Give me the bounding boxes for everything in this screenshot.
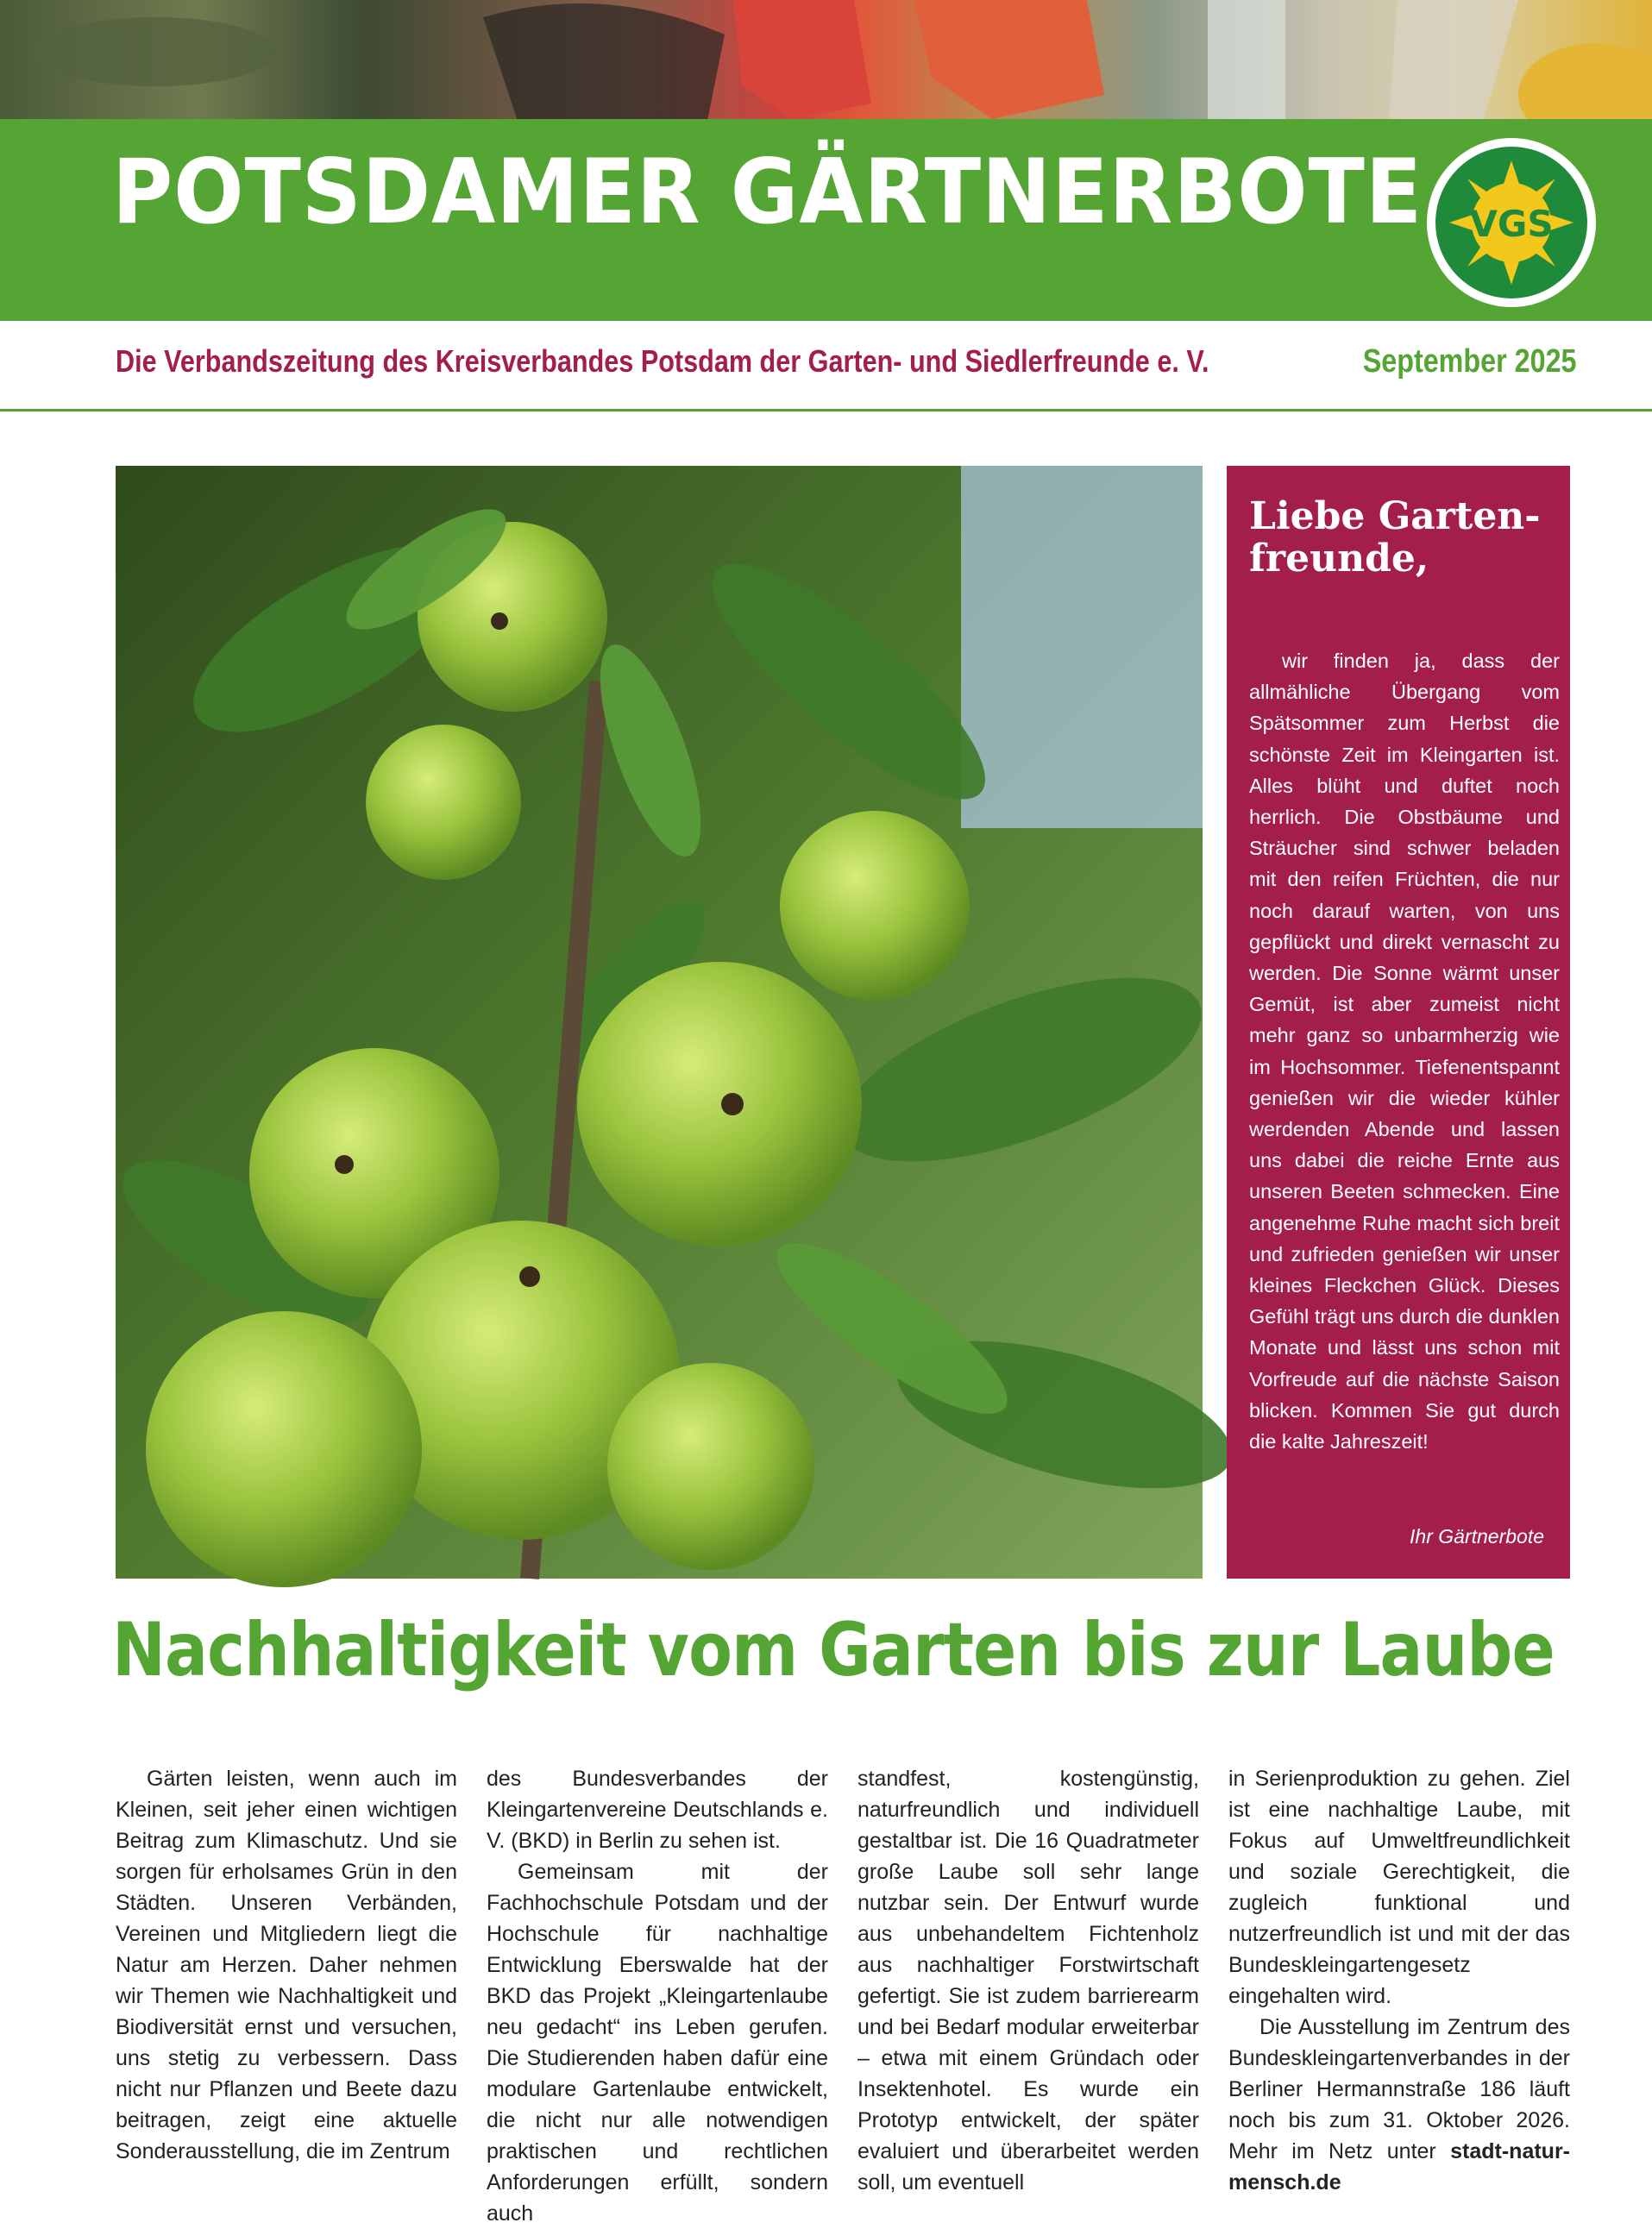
vgs-logo (1427, 138, 1596, 307)
editorial-body: wir finden ja, dass der allmähliche Übergang vom Spätsommer zum Herbst die schönste Zeit im Kleingarten ist. Alles blüht und duftet noch herrlich. Die Obstbäume und Sträucher sind schwer beladen mit den reifen Früchten, die nur noch darauf warten, von uns gepflückt und direkt vernascht zu werden. Die Sonne wärmt unser Gemüt, ist aber zumeist nicht mehr ganz so unbarmherzig wie im Hochsommer. Tiefenentspannt genießen wir die wieder kühler werdenden Abende und lassen uns dabei die reiche Ernte aus unseren Beeten schmecken. Eine angenehme Ruhe macht sich breit und zufrieden genießen wir unser kleines Fleckchen Glück. Dieses Gefühl trägt uns durch die dunklen Monate und lässt uns schon mit Vorfreude auf die nächste Saison blicken. Kommen Sie gut durch die kalte Jahreszeit! (1249, 650, 1560, 1454)
article-column-4 (1228, 1763, 1570, 2198)
masthead-subtitle: Die Verbandszeitung des Kreisverbandes Potsdam der Garten- und Siedlerfreunde e. V. (116, 343, 1209, 379)
hero-photo-apples (116, 466, 1203, 1579)
article-paragraph: Gärten leisten, wenn auch im Kleinen, seit jeher einen wichtigen Beitrag zum Klimaschutz. Und sie sorgen für erholsames Grün in den Städten. Unseren Verbänden, Vereinen und Mitgliedern liegt die Natur am Herzen. Daher nehmen wir Themen wie Nachhaltigkeit und Biodiversität ernst und versuchen, uns stetig zu verbessern. Dass nicht nur Pflanzen und Beete dazu beitragen, zeigt eine aktuelle Sonderausstellung, die im Zentrum (116, 1767, 457, 2163)
article-text: Die Ausstellung im Zentrum des Bundeskleingartenverbandes in der Berliner Hermannstraße 186 läuft noch bis zum 31. Oktober 2026. Mehr im Netz unter (1228, 2015, 1570, 2163)
editorial-box (1227, 466, 1570, 1579)
divider-rule (0, 409, 1652, 411)
issue-date: September 2025 (1362, 343, 1576, 380)
article-paragraph (1228, 2012, 1570, 2198)
article-paragraph: standfest, kostengünstig, naturfreundlich und individuell gestaltbar ist. Die 16 Quadratmeter große Laube soll sehr lange nutzbar sein. Der Entwurf wurde aus unbehandeltem Fichtenholz aus nachhaltiger Forstwirtschaft gefertigt. Sie ist zudem barrierearm und bei Bedarf modular erweiterbar – etwa mit einem Gründach oder Insektenhotel. Es wurde ein Prototyp entwickelt, der später evaluiert und überarbeitet werden soll, um eventuell (857, 1767, 1199, 2194)
header-photo-strip (0, 0, 1652, 119)
article-body (116, 1763, 1571, 2226)
website-link[interactable]: stadt-natur-mensch.de (1228, 2139, 1571, 2194)
editorial-heading (1249, 495, 1560, 581)
sunflower-icon (1449, 160, 1573, 285)
header-photo (0, 0, 1652, 119)
article-column-2 (487, 1763, 828, 2229)
article-headline: Nachhaltigkeit vom Garten bis zur Laube (112, 1607, 1555, 1693)
editorial-heading-line1: Liebe Garten- (1249, 494, 1541, 538)
article-paragraph: des Bundesverbandes der Kleingartenvereine Deutschlands e. V. (BKD) in Berlin zu sehen ist. (487, 1767, 828, 1853)
editorial-signature: Ihr Gärtnerbote (1410, 1525, 1544, 1548)
editorial-heading-line2: freunde, (1249, 537, 1429, 581)
logo-text: VGS (1469, 203, 1554, 245)
article-paragraph: Gemeinsam mit der Fachhochschule Potsdam und der Hochschule für nachhaltige Entwicklung Eberswalde hat der BKD das Projekt „Kleingartenlaube neu gedacht“ ins Leben gerufen. Die Studierenden haben dafür eine modulare Gartenlaube entwickelt, die nicht nur alle notwendigen praktischen und rechtlichen Anforderungen erfüllt, sondern auch (487, 1860, 828, 2226)
article-column-1 (116, 1763, 457, 2167)
article-column-3 (857, 1763, 1199, 2198)
masthead-title: POTSDAMER GÄRTNERBOTE (112, 141, 1423, 244)
article-paragraph: in Serienproduktion zu gehen. Ziel ist eine nachhaltige Laube, mit Fokus auf Umweltfreundlichkeit und soziale Gerechtigkeit, die zugleich funktional und nutzerfreundlich ist und mit der das Bundeskleingartengesetz eingehalten wird. (1228, 1767, 1570, 2008)
